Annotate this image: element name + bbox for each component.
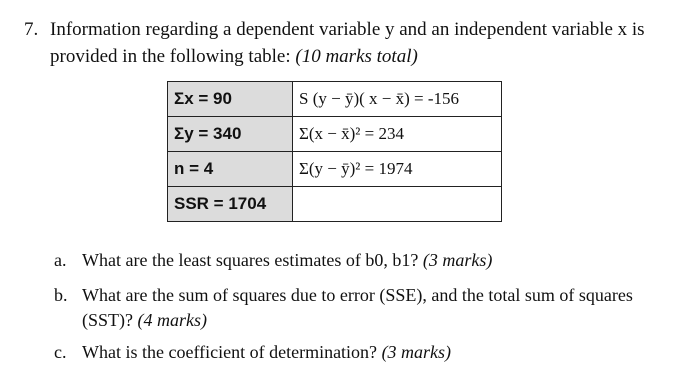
table-row [168,117,502,152]
subquestion-marks: (3 marks) [422,250,493,270]
summary-statistics-table [167,81,502,222]
subquestion-body [82,340,684,365]
subquestion-text: What are the sum of squares due to error (SSE), and the total sum of squares (SST)? [82,285,633,330]
question-text [50,16,684,70]
table-row [168,187,502,222]
table-row [168,152,502,187]
table-cell-empty [293,187,502,222]
table-cell-sum-squares-y: Σ(y − ȳ)² = 1974 [293,152,502,187]
subquestion-text: What are the least squares estimates of b0, b1? [82,250,423,270]
table-cell-sum-cross-products: S (y − ȳ)( x − x̄) = -156 [293,82,502,117]
subquestion-letter: a. [54,250,67,270]
subquestion-letter: b. [54,285,68,305]
table-cell-sum-y: Σy = 340 [168,117,293,152]
subquestion-text: What is the coefficient of determination? [82,342,382,362]
subquestion-marks: (3 marks) [381,342,452,362]
table-cell-ssr: SSR = 1704 [168,187,293,222]
table-row [168,82,502,117]
question-marks: (10 marks total) [295,46,418,67]
table-cell-n: n = 4 [168,152,293,187]
table-cell-sum-squares-x: Σ(x − x̄)² = 234 [293,117,502,152]
subquestion-body [82,283,684,333]
subquestion-c [54,340,684,365]
table-cell-sum-x: Σx = 90 [168,82,293,117]
question-number: 7. [24,19,39,40]
question-prompt: Information regarding a dependent variable y and an independent variable x is provided in the following table: [50,19,645,67]
subquestion-marks: (4 marks) [137,310,207,330]
subquestion-b [54,283,684,333]
subquestion-letter: c. [54,342,67,362]
subquestion-a [54,248,684,273]
subquestion-body [82,248,684,273]
question-header [24,16,684,70]
